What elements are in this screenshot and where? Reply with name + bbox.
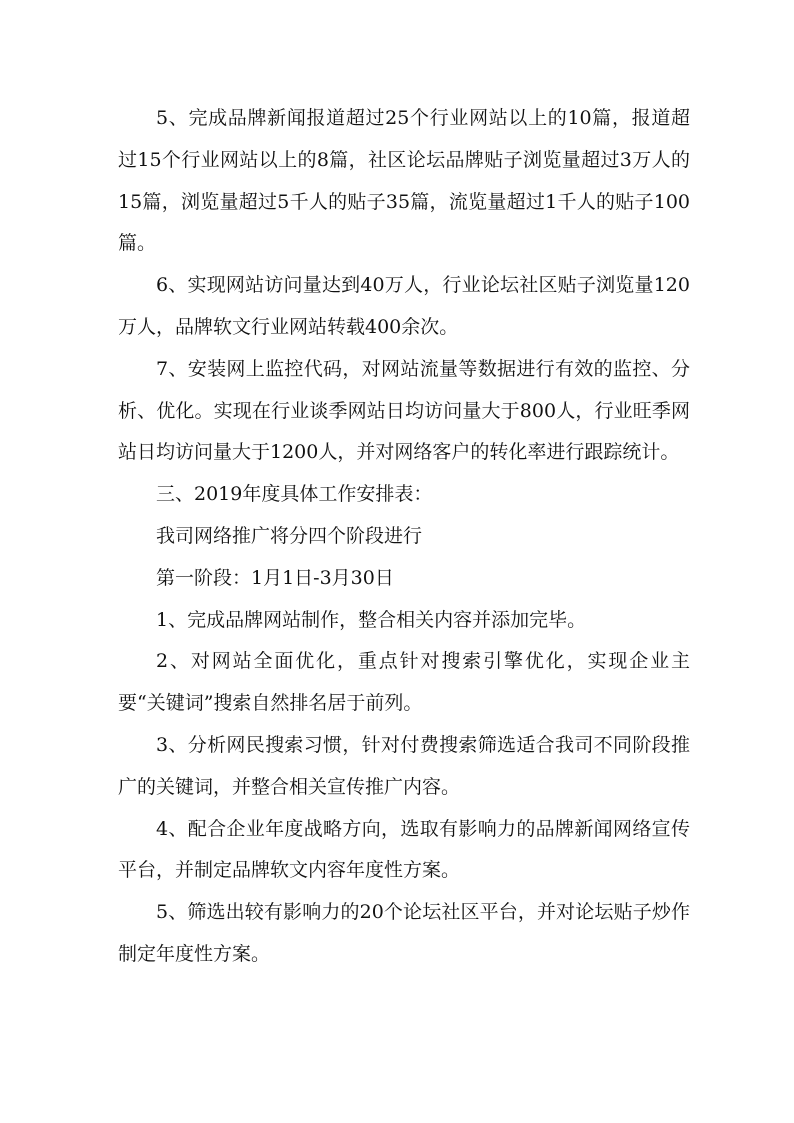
paragraph-item-5-news-reports: 5、完成品牌新闻报道超过25个行业网站以上的10篇，报道超过15个行业网站以上的8篇，社区论坛品牌贴子浏览量超过3万人的15篇，浏览量超过5千人的贴子35篇，流览量超过1千人的贴子100篇。	[118, 107, 690, 255]
paragraph-item-6-site-traffic: 6、实现网站访问量达到40万人，行业论坛社区贴子浏览量120万人，品牌软文行业网站转载400余次。	[118, 274, 690, 338]
stage-one-item-2: 2、对网站全面优化，重点针对搜索引擎优化，实现企业主要“关键词”搜索自然排名居于前列。	[118, 650, 690, 715]
stage-one-item-3: 3、分析网民搜索习惯，针对付费搜索筛选适合我司不同阶段推广的关键词，并整合相关宣传推广内容。	[118, 733, 690, 798]
document-body	[118, 98, 690, 976]
paragraph-four-stages-intro: 我司网络推广将分四个阶段进行	[156, 524, 423, 547]
stage-one-heading: 第一阶段：1月1日-3月30日	[156, 566, 394, 589]
stage-one-item-1: 1、完成品牌网站制作，整合相关内容并添加完毕。	[156, 608, 587, 631]
section-heading-2019-schedule: 三、2019年度具体工作安排表：	[156, 483, 433, 506]
stage-one-item-5: 5、筛选出较有影响力的20个论坛社区平台，并对论坛贴子炒作制定年度性方案。	[118, 901, 690, 965]
stage-one-item-4: 4、配合企业年度战略方向，选取有影响力的品牌新闻网络宣传平台，并制定品牌软文内容年度性方案。	[118, 817, 690, 882]
paragraph-item-7-monitoring-code: 7、安装网上监控代码，对网站流量等数据进行有效的监控、分析、优化。实现在行业谈季网站日均访问量大于800人，行业旺季网站日均访问量大于1200人，并对网络客户的转化率进行跟踪统计。	[118, 357, 690, 464]
